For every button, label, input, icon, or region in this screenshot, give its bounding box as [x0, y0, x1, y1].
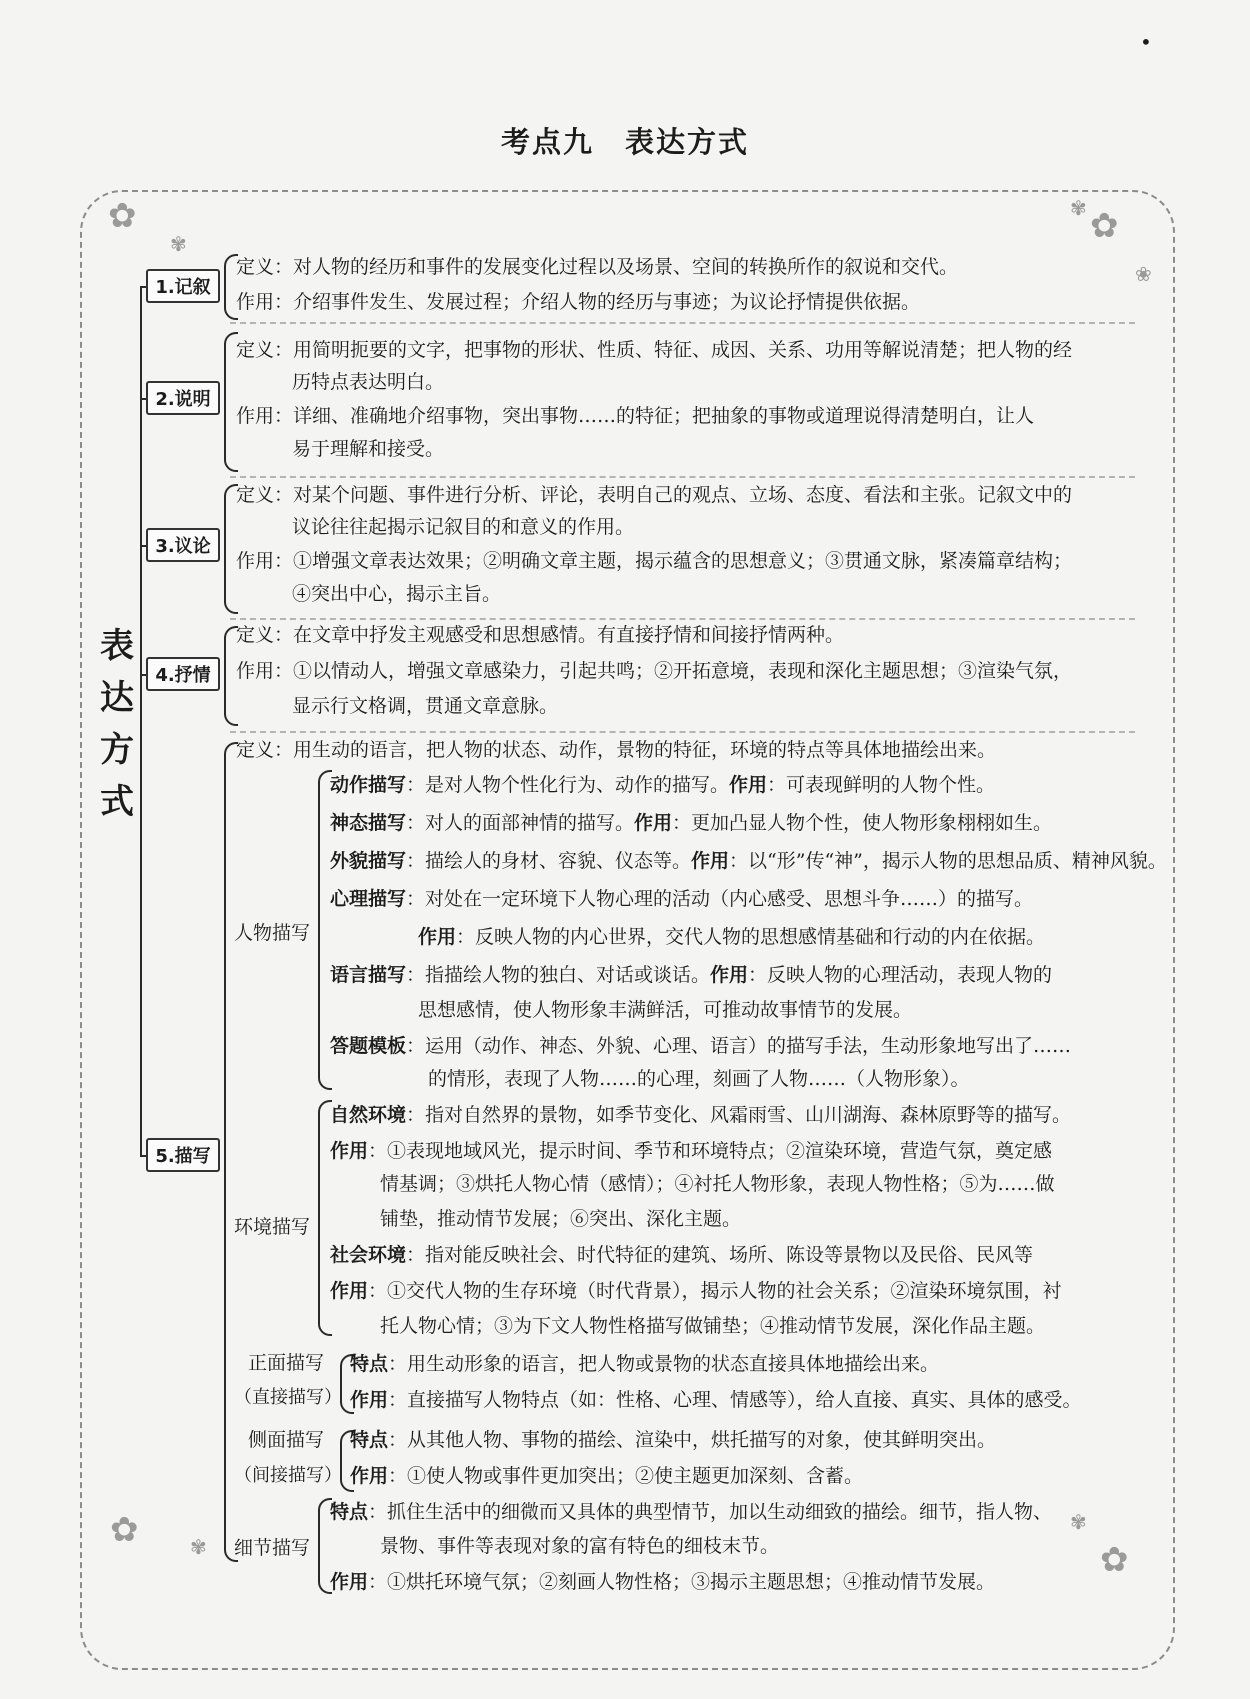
text-line: 情基调；③烘托人物心情（感情）；④衬托人物形象，表现人物性格；⑤为……做	[380, 1173, 1055, 1195]
flower-icon: ✾	[1070, 196, 1087, 220]
section-label-description: 5.描写	[146, 1138, 220, 1172]
sublabel-indirect: 侧面描写	[248, 1429, 325, 1451]
text-line: 历特点表达明白。	[292, 371, 445, 393]
text-line: 作用：①以情动人，增强文章感染力，引起共鸣；②开拓意境，表现和深化主题思想；③渲染气氛，	[236, 660, 1073, 682]
text-line: 作用：反映人物的内心世界，交代人物的思想感情基础和行动的内在依据。	[418, 926, 1046, 948]
text-line: 易于理解和接受。	[292, 438, 445, 460]
text-line: 特点：用生动形象的语言，把人物或景物的状态直接具体地描绘出来。	[350, 1353, 940, 1375]
text-line: 托人物心情；③为下文人物性格描写做铺垫；④推动情节发展，深化作品主题。	[380, 1315, 1046, 1337]
text-line: 社会环境：指对能反映社会、时代特征的建筑、场所、陈设等景物以及民俗、民风等	[330, 1244, 1034, 1266]
text-line: 定义：对人物的经历和事件的发展变化过程以及场景、空间的转换所作的叙说和交代。	[236, 256, 959, 278]
text-line: 外貌描写：描绘人的身材、容貌、仪态等。作用：以“形”传“神”，揭示人物的思想品质、精神风貌。	[330, 850, 1167, 872]
sublabel-indirect-note: （间接描写）	[234, 1465, 342, 1486]
flower-icon: ✾	[1070, 1510, 1087, 1534]
sublabel-character: 人物描写	[234, 922, 311, 944]
flower-icon: ✿	[1090, 206, 1119, 246]
section-label-argument: 3.议论	[146, 528, 220, 562]
flower-icon: ✿	[110, 1510, 139, 1550]
section-divider	[230, 322, 1135, 324]
text-line: 答题模板：运用（动作、神态、外貌、心理、语言）的描写手法，生动形象地写出了……	[330, 1035, 1072, 1057]
section-label-narration: 1.记叙	[146, 269, 220, 303]
flower-icon: ❀	[1135, 262, 1152, 286]
flower-icon: ✿	[1100, 1540, 1129, 1580]
text-line: 作用：直接描写人物特点（如：性格、心理、情感等），给人直接、真实、具体的感受。	[350, 1389, 1082, 1411]
text-line: 动作描写：是对人物个性化行为、动作的描写。作用：可表现鲜明的人物个性。	[330, 774, 996, 796]
text-line: 的情形，表现了人物……的心理，刻画了人物……（人物形象）。	[428, 1068, 970, 1090]
text-line: 作用：①增强文章表达效果；②明确文章主题，揭示蕴含的思想意义；③贯通文脉，紧凑篇章结构；	[236, 550, 1073, 572]
flower-icon: ✿	[108, 196, 137, 236]
text-line: 定义：对某个问题、事件进行分析、评论，表明自己的观点、立场、态度、看法和主张。记叙文中的	[236, 484, 1073, 506]
section-label-exposition: 2.说明	[146, 381, 220, 415]
section-divider	[230, 618, 1135, 620]
sublabel-environment: 环境描写	[234, 1216, 311, 1238]
text-line: 作用：①烘托环境气氛；②刻画人物性格；③揭示主题思想；④推动情节发展。	[330, 1571, 996, 1593]
text-line: ④突出中心，揭示主旨。	[292, 583, 502, 605]
flower-icon: ✾	[170, 232, 187, 256]
text-line: 自然环境：指对自然界的景物，如季节变化、风霜雨雪、山川湖海、森林原野等的描写。	[330, 1104, 1072, 1126]
text-line: 特点：从其他人物、事物的描绘、渲染中，烘托描写的对象，使其鲜明突出。	[350, 1429, 997, 1451]
text-line: 神态描写：对人的面部神情的描写。作用：更加凸显人物个性，使人物形象栩栩如生。	[330, 812, 1053, 834]
text-line: 语言描写：指描绘人物的独白、对话或谈话。作用：反映人物的心理活动，表现人物的	[330, 964, 1053, 986]
sublabel-direct: 正面描写	[248, 1352, 325, 1374]
text-line: 景物、事件等表现对象的富有特色的细枝末节。	[380, 1535, 780, 1557]
text-line: 作用：①表现地域风光，提示时间、季节和环境特点；②渲染环境，营造气氛，奠定感	[330, 1140, 1053, 1162]
sublabel-direct-note: （直接描写）	[234, 1387, 342, 1408]
main-connector	[140, 286, 142, 1156]
flower-icon: ✾	[190, 1535, 207, 1559]
text-line: 定义：用生动的语言，把人物的状态、动作，景物的特征，环境的特点等具体地描绘出来。	[236, 739, 997, 761]
text-line: 作用：介绍事件发生、发展过程；介绍人物的经历与事迹；为议论抒情提供依据。	[236, 291, 921, 313]
page-title: 考点九 表达方式	[500, 125, 749, 159]
text-line: 定义：用简明扼要的文字，把事物的形状、性质、特征、成因、关系、功用等解说清楚；把人物的经	[236, 339, 1073, 361]
text-line: 特点：抓住生活中的细微而又具体的典型情节，加以生动细致的描绘。细节，指人物、	[330, 1501, 1053, 1523]
section-divider	[230, 476, 1135, 478]
section-label-lyric: 4.抒情	[146, 657, 220, 691]
main-label: 表达方式	[100, 626, 134, 822]
text-line: 作用：①交代人物的生存环境（时代背景），揭示人物的社会关系；②渲染环境氛围，衬	[330, 1280, 1062, 1302]
page-dot: •	[1140, 30, 1152, 54]
sublabel-detail: 细节描写	[234, 1537, 311, 1559]
text-line: 议论往往起揭示记叙目的和意义的作用。	[292, 516, 635, 538]
text-line: 作用：①使人物或事件更加突出；②使主题更加深刻、含蓄。	[350, 1465, 864, 1487]
text-line: 显示行文格调，贯通文章意脉。	[292, 695, 559, 717]
text-line: 定义：在文章中抒发主观感受和思想感情。有直接抒情和间接抒情两种。	[236, 624, 845, 646]
text-line: 铺垫，推动情节发展；⑥突出、深化主题。	[380, 1208, 742, 1230]
text-line: 心理描写：对处在一定环境下人物心理的活动（内心感受、思想斗争……）的描写。	[330, 888, 1034, 910]
text-line: 作用：详细、准确地介绍事物，突出事物……的特征；把抽象的事物或道理说得清楚明白，让人	[236, 405, 1035, 427]
section-divider	[230, 731, 1135, 733]
text-line: 思想感情，使人物形象丰满鲜活，可推动故事情节的发展。	[418, 999, 913, 1021]
